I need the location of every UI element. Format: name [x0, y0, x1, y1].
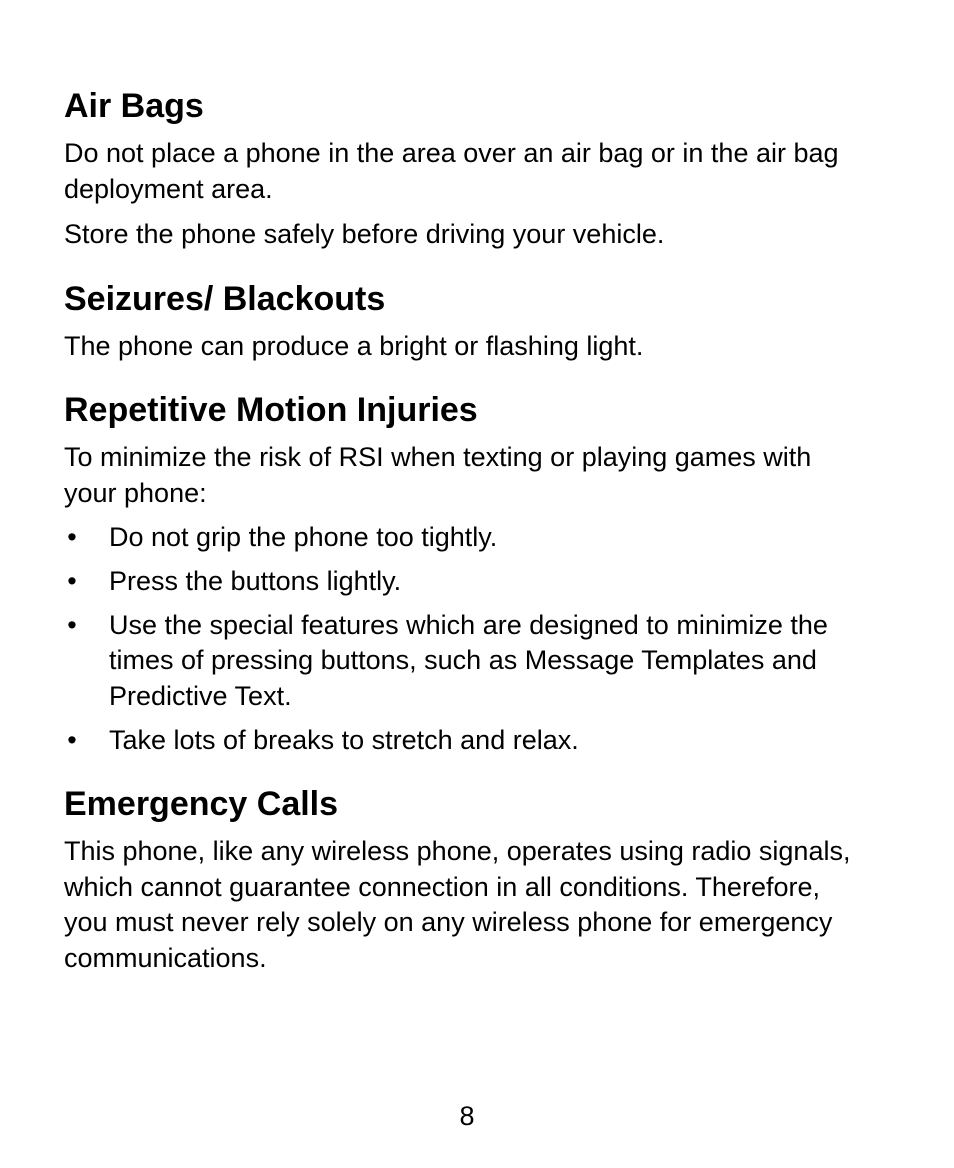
section-repetitive-motion-injuries — [64, 390, 894, 758]
list-item — [64, 723, 894, 759]
air-bags-paragraph-1: Do not place a phone in the area over an air bag or in the air bag deployment area. — [64, 138, 839, 204]
repetitive-motion-paragraph-1: To minimize the risk of RSI when texting or playing games with your phone: — [64, 442, 812, 508]
section-heading-seizures-blackouts: Seizures/ Blackouts — [64, 279, 386, 318]
list-item — [64, 564, 894, 600]
bullet-icon: • — [67, 521, 77, 552]
air-bags-paragraph-2: Store the phone safely before driving your vehicle. — [64, 219, 665, 249]
bullet-icon: • — [67, 724, 77, 755]
list-item — [64, 520, 894, 556]
bullet-icon: • — [67, 609, 77, 640]
list-item-text: Press the buttons lightly. — [109, 565, 402, 596]
list-item-text: Take lots of breaks to stretch and relax. — [109, 724, 579, 755]
section-heading-air-bags: Air Bags — [64, 87, 204, 125]
emergency-calls-paragraph-1: This phone, like any wireless phone, operates using radio signals, which cannot guarantee connection in all conditions. Therefore, you must never rely solely on any wireless phone for emergency communications. — [64, 836, 851, 973]
section-air-bags — [64, 86, 894, 253]
section-heading-emergency-calls: Emergency Calls — [64, 785, 339, 823]
section-emergency-calls — [64, 784, 894, 976]
bullet-icon: • — [67, 565, 77, 596]
section-seizures-blackouts — [64, 279, 894, 365]
document-page — [64, 86, 894, 976]
list-item — [64, 608, 869, 715]
rsi-tips-list — [64, 520, 894, 759]
page-number: 8 — [459, 1101, 475, 1131]
list-item-text: Do not grip the phone too tightly. — [109, 521, 498, 552]
seizures-paragraph-1: The phone can produce a bright or flashing light. — [64, 330, 644, 361]
section-heading-repetitive-motion: Repetitive Motion Injuries — [64, 391, 478, 429]
list-item-text: Use the special features which are designed to minimize the times of pressing buttons, such as Message Templates and Predictive Text. — [109, 609, 828, 711]
